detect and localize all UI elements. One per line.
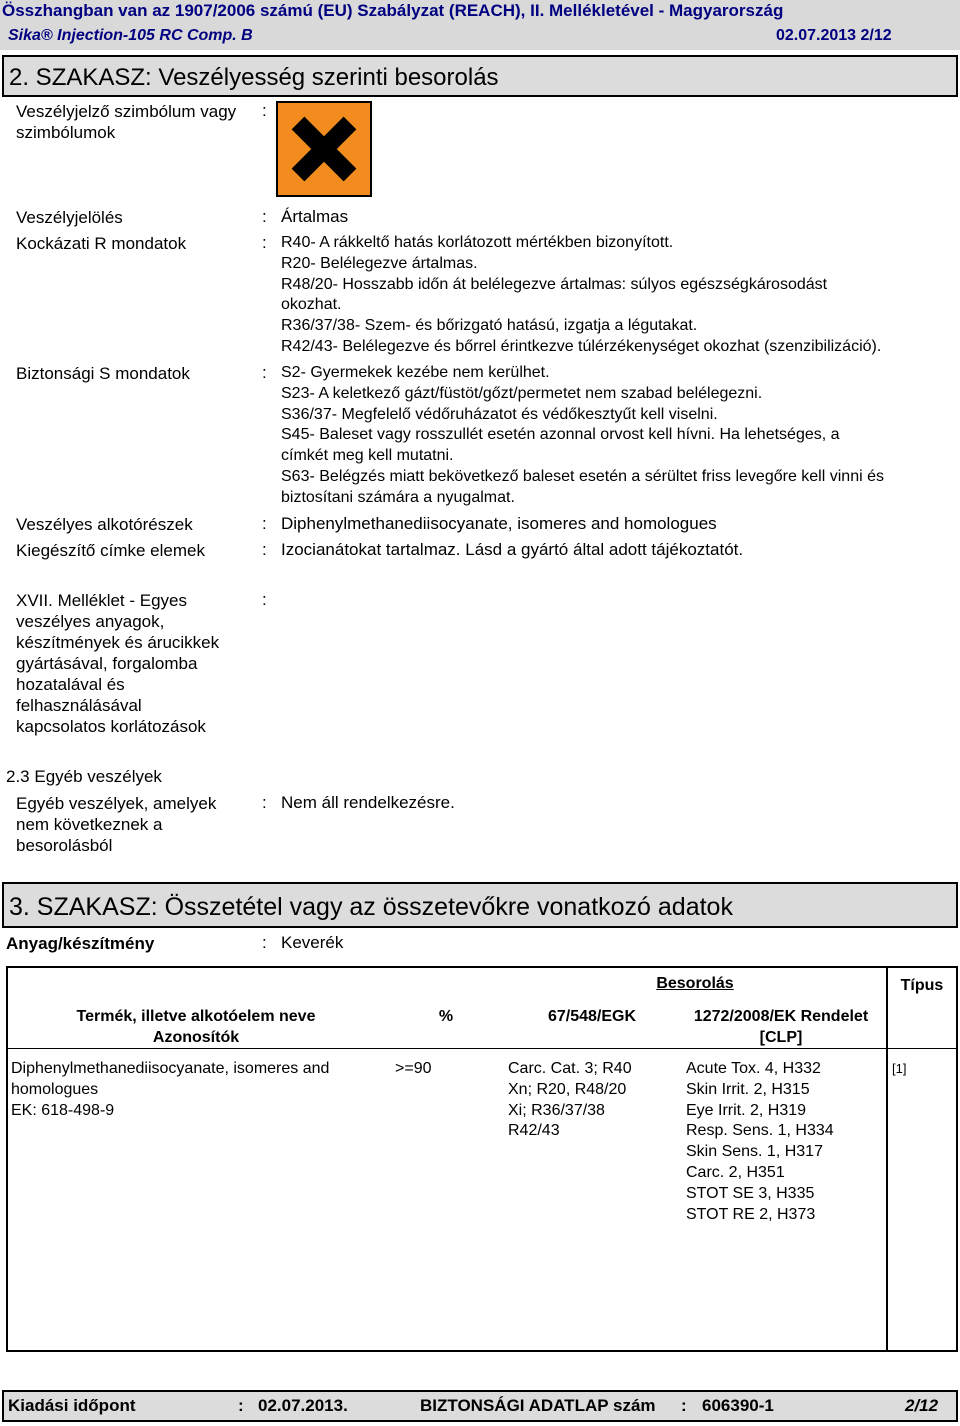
colon: : xyxy=(262,793,267,812)
clp-header: 1272/2008/EK Rendelet [CLP] xyxy=(693,1008,869,1046)
colon: : xyxy=(262,933,267,952)
type-header: Típus xyxy=(900,977,944,994)
r-phrase: R40- A rákkeltő hatás korlátozott mértékben bizonyított. xyxy=(281,234,674,251)
section-3-title-bar xyxy=(2,882,958,928)
colon: : xyxy=(238,1396,244,1415)
r-phrase: R48/20- Hosszabb időn át belélegezve ártalmas: súlyos egészségkárosodást xyxy=(281,275,828,293)
r-phrase: R20- Belélegezve ártalmas. xyxy=(281,254,478,272)
s-phrases-label: Biztonsági S mondatok xyxy=(16,364,190,383)
supplementary-value: Izocianátokat tartalmaz. Lásd a gyártó által adott tájékoztatót. xyxy=(281,540,744,559)
colon: : xyxy=(262,590,267,609)
other-hazards-value: Nem áll rendelkezésre. xyxy=(281,793,455,812)
r-phrase: R42/43- Belélegezve és bőrrel érintkezve túlérzékenységet okozhat (szenzibilizáció). xyxy=(281,337,882,355)
component-percent: >=90 xyxy=(395,1060,432,1077)
s-phrases-list xyxy=(281,363,956,509)
colon: : xyxy=(262,363,267,382)
table-divider xyxy=(886,966,888,1352)
document-footer xyxy=(2,1390,958,1422)
classification-header: Besorolás xyxy=(656,975,734,992)
designation-label: Veszélyjelölés xyxy=(16,208,123,227)
colon: : xyxy=(262,514,267,533)
component-clp-classification: Acute Tox. 4, H332 Skin Irrit. 2, H315 Eye Irrit. 2, H319 Resp. Sens. 1, H334 Skin Sens. 1, H317 Carc. 2, H351 STOT SE 3, H335 STOT RE 2, H373 xyxy=(686,1060,834,1223)
section-2-title: 2. SZAKASZ: Veszélyesség szerinti besorolás xyxy=(9,64,499,91)
s-phrase: S23- A keletkező gázt/füstöt/gőzt/permetet nem szabad belélegezni. xyxy=(281,384,763,402)
s-phrase: S45- Baleset vagy rosszullét esetén azonnal orvost kell hívni. Ha lehetséges, a xyxy=(281,426,840,444)
regulation-line: Összhangban van az 1907/2006 számú (EU) Szabályzat (REACH), II. Mellékletével - Magyarország xyxy=(2,1,784,20)
component-type: [1] xyxy=(892,1061,907,1076)
section-3-title: 3. SZAKASZ: Összetétel vagy az összetevőkre vonatkozó adatok xyxy=(9,893,733,921)
sds-number-label: BIZTONSÁGI ADATLAP szám xyxy=(420,1396,656,1415)
s-phrase: S36/37- Megfelelő védőruházatot és védőkesztyűt kell viselni. xyxy=(281,405,718,423)
component-eec-classification: Carc. Cat. 3; R40 Xn; R20, R48/20 Xi; R36/37/38 R42/43 xyxy=(508,1060,632,1140)
designation-value: Ártalmas xyxy=(281,207,349,226)
harmful-x-symbol-icon xyxy=(276,101,372,197)
issue-date-label: Kiadási időpont xyxy=(8,1396,136,1415)
substance-label: Anyag/készítmény xyxy=(6,934,155,953)
other-hazards-title: 2.3 Egyéb veszélyek xyxy=(6,767,162,786)
percent-header: % xyxy=(438,1008,454,1025)
s-phrase: biztosítani számára a nyugalmat. xyxy=(281,488,515,506)
issue-date: 02.07.2013. xyxy=(258,1396,348,1415)
sds-number: 606390-1 xyxy=(702,1396,774,1415)
eec-header: 67/548/EGK xyxy=(547,1008,637,1025)
component-name: Diphenylmethanediisocyanate, isomeres and homologues EK: 618-498-9 xyxy=(11,1060,330,1119)
name-header: Termék, illetve alkotóelem neve Azonosítók xyxy=(76,1008,316,1046)
annex-xvii-label: XVII. Melléklet - Egyes veszélyes anyagok, készítmények és árucikkek gyártásával, forgalomba hozatalával és felhasználásával kapcsolatos korlátozások xyxy=(16,591,220,736)
page-number: 2/12 xyxy=(905,1396,939,1415)
section-2-title-bar xyxy=(2,55,958,97)
other-hazards-label: Egyéb veszélyek, amelyek nem következnek a besorolásból xyxy=(16,794,217,855)
r-phrase: R36/37/38- Szem- és bőrizgató hatású, izgatja a légutakat. xyxy=(281,317,698,335)
hazardous-components-label: Veszélyes alkotórészek xyxy=(16,515,193,534)
colon: : xyxy=(262,233,267,252)
table-divider xyxy=(8,1048,956,1049)
date-page: 02.07.2013 2/12 xyxy=(776,27,892,44)
s-phrase: S2- Gyermekek kezébe nem kerülhet. xyxy=(281,364,550,381)
symbol-label: Veszélyjelző szimbólum vagy szimbólumok xyxy=(16,102,237,142)
r-phrases-list xyxy=(281,233,956,358)
colon: : xyxy=(262,540,267,559)
s-phrase: S63- Belégzés miatt bekövetkező baleset esetén a sérültet friss levegőre kell vinni és xyxy=(281,467,884,485)
hazardous-components-value: Diphenylmethanediisocyanate, isomeres and homologues xyxy=(281,514,717,533)
r-phrase: okozhat. xyxy=(281,296,342,314)
product-name: Sika® Injection-105 RC Comp. B xyxy=(8,27,253,44)
supplementary-label: Kiegészítő címke elemek xyxy=(16,541,205,560)
r-phrases-label: Kockázati R mondatok xyxy=(16,234,187,253)
colon: : xyxy=(262,101,267,120)
substance-value: Keverék xyxy=(281,933,344,952)
colon: : xyxy=(262,207,267,226)
s-phrase: címkét meg kell mutatni. xyxy=(281,447,454,465)
colon: : xyxy=(681,1396,687,1415)
